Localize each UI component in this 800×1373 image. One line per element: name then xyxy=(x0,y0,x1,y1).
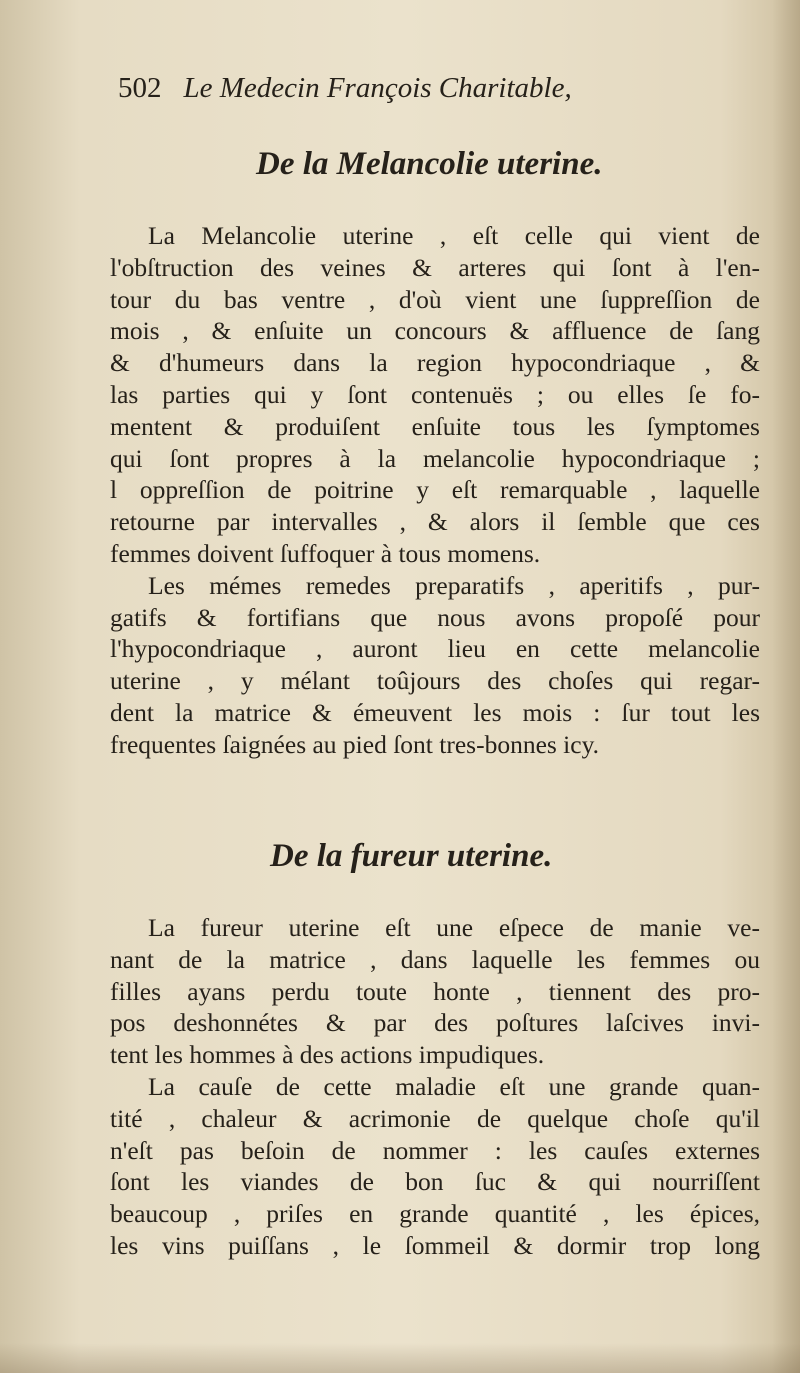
text-line: mentent & produiſent enſuite tous les ſymptomes xyxy=(110,411,760,441)
text-line: frequentes ſaignées au pied ſont tres-bonnes icy. xyxy=(110,729,600,759)
text-line: La Melancolie uterine , eſt celle qui vient de xyxy=(148,221,760,250)
text-line: La cauſe de cette maladie eſt une grande quan- xyxy=(148,1071,760,1101)
text-line: pos deshonnétes & par des poſtures laſcives invi- xyxy=(110,1008,760,1038)
text-line: retourne par intervalles , & alors il ſemble que ces xyxy=(110,507,760,537)
text-line: l oppreſſion de poitrine y eſt remarquable , laquelle xyxy=(110,475,760,505)
text-line: nant de la matrice , dans laquelle les femmes ou xyxy=(110,944,760,974)
text-line: filles ayans perdu toute honte , tiennent des pro- xyxy=(110,976,760,1006)
text-line: Les mémes remedes preparatifs , aperitifs , pur- xyxy=(148,570,760,600)
text-line: mois , & enſuite un concours & affluence de ſang xyxy=(110,316,760,346)
page-edge-shadow xyxy=(772,0,800,1373)
text-line: beaucoup , priſes en grande quantité , les épices, xyxy=(110,1199,760,1229)
section-text-melancolie xyxy=(110,220,760,761)
text-line: La fureur uterine eſt une eſpece de manie ve- xyxy=(148,913,760,942)
text-line: les vins puiſſans , le ſommeil & dormir trop long xyxy=(110,1230,760,1260)
text-line: dent la matrice & émeuvent les mois : ſur tout les xyxy=(110,697,760,727)
text-line: tour du bas ventre , d'où vient une ſuppreſſion de xyxy=(110,284,760,314)
section-heading-melancolie: De la Melancolie uterine. xyxy=(256,146,603,182)
text-line: n'eſt pas beſoin de nommer : les cauſes externes xyxy=(110,1135,760,1165)
text-line: l'hypocondriaque , auront lieu en cette melancolie xyxy=(110,634,760,664)
running-header xyxy=(118,72,718,112)
section-text-fureur xyxy=(110,912,760,1262)
text-line: las parties qui y ſont contenuës ; ou elles ſe fo- xyxy=(110,379,760,409)
text-line: tent les hommes à des actions impudiques. xyxy=(110,1040,545,1070)
text-line: tité , chaleur & acrimonie de quelque choſe qu'il xyxy=(110,1103,760,1133)
text-line: & d'humeurs dans la region hypocondriaque , & xyxy=(110,348,760,378)
text-line: l'obſtruction des veines & arteres qui ſont à l'en- xyxy=(110,252,760,282)
running-title: Le Medecin François Charitable, xyxy=(183,72,572,104)
text-line: ſont les viandes de bon ſuc & qui nourriſſent xyxy=(110,1167,760,1197)
text-line: femmes doivent ſuffoquer à tous momens. xyxy=(110,538,541,568)
page-number: 502 xyxy=(118,72,162,104)
page-bottom-shadow xyxy=(0,1343,800,1373)
text-line: qui ſont propres à la melancolie hypocondriaque ; xyxy=(110,443,760,473)
text-line: gatifs & fortifians que nous avons propoſé pour xyxy=(110,602,760,632)
section-heading-fureur: De la fureur uterine. xyxy=(270,838,553,874)
text-line: uterine , y mélant toûjours des choſes qui regar- xyxy=(110,666,760,696)
